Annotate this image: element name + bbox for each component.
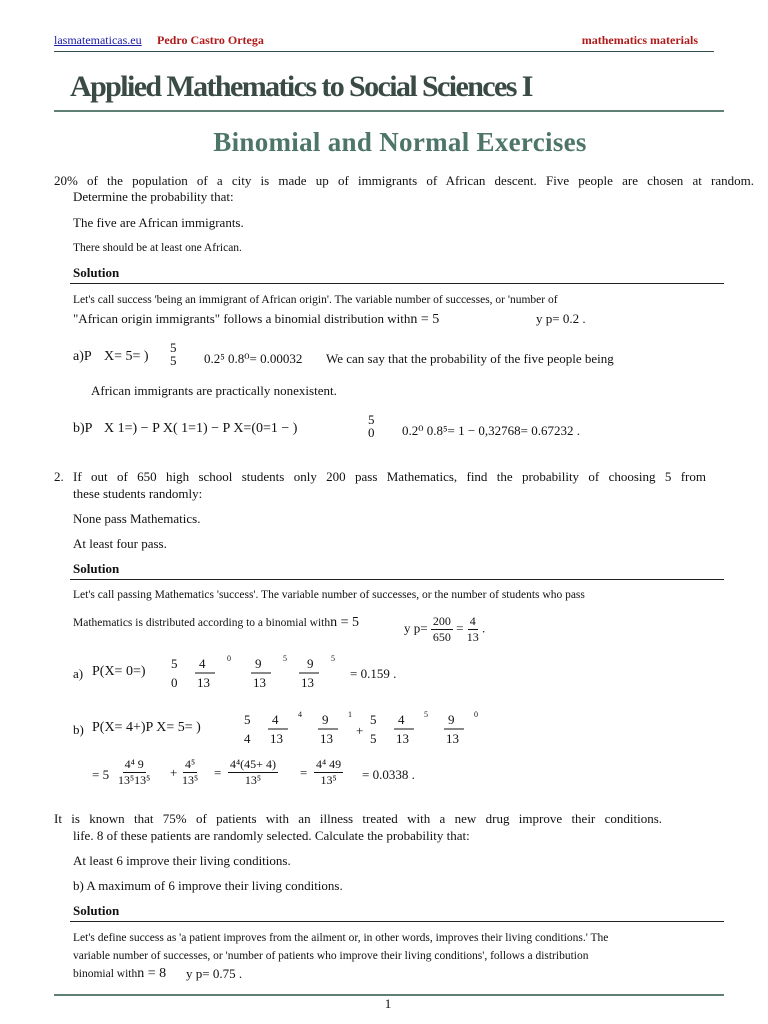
ex3-solution-line3: binomial withn = 8 <box>73 966 167 981</box>
ex3-statement-line2: life. 8 of these patients are randomly selected. Calculate the probability that: <box>73 828 470 843</box>
ex1-solution-line2: "African origin immigrants" follows a binomial distribution withn = 5 <box>73 311 440 327</box>
ex1-a-binomial: 5 5 <box>170 340 177 368</box>
ex1-solution-line1: Let's call success 'being an immigrant of African origin'. The variable number of successes, or 'number of <box>73 294 558 306</box>
ex2-statement-line2: these students randomly: <box>73 486 203 501</box>
svg-text:5: 5 <box>283 654 287 663</box>
ex2-number: 2. <box>54 469 64 484</box>
page-number: 1 <box>384 996 392 1011</box>
svg-text:9: 9 <box>322 712 329 727</box>
ex2-b-expr: P(X= 4+)P X= 5= ) <box>92 720 201 735</box>
header-rule <box>54 51 714 52</box>
svg-text:5: 5 <box>370 731 377 746</box>
ex1-item-a: The five are African immigrants. <box>73 215 244 230</box>
document-subtitle: Binomial and Normal Exercises <box>213 127 587 157</box>
ex1-item-b: There should be at least one African. <box>73 242 242 254</box>
ex1-a-comment-line2: African immigrants are practically nonexistent. <box>91 383 337 398</box>
ex1-b-expr: X 1=) − P X( 1=1) − P X=(0=1 − ) <box>104 421 298 436</box>
ex3-statement-line1: It is known that 75% of patients with an illness treated with a new drug improve their conditions. <box>54 811 662 826</box>
svg-text:5: 5 <box>244 712 251 727</box>
ex3-solution-rule <box>70 921 724 922</box>
svg-text:5: 5 <box>331 654 335 663</box>
ex3-solution-label: Solution <box>73 903 120 918</box>
ex2-b-result: = 0.0338 . <box>362 767 415 782</box>
ex1-statement-line2: Determine the probability that: <box>73 189 234 204</box>
ex2-item-a: None pass Mathematics. <box>73 511 201 526</box>
ex2-b-fraction-1: $\frac{\text{4⁴ 9}}{\text{13⁵13⁵}}$ <box>118 757 151 787</box>
ex1-statement-line1: 20% of the population of a city is made up of immigrants of African descent. Five people are chosen at random. <box>54 173 754 188</box>
svg-text:4: 4 <box>398 712 405 727</box>
ex1-a-comment: We can say that the probability of the five people being <box>326 351 614 366</box>
svg-text:4: 4 <box>298 710 302 719</box>
svg-text:9: 9 <box>307 656 314 671</box>
ex2-b-binomial-sum <box>238 708 488 748</box>
svg-text:+: + <box>356 723 364 738</box>
ex2-a-label: a) <box>73 666 84 681</box>
svg-text:5: 5 <box>171 656 178 671</box>
title-rule <box>54 110 724 112</box>
ex1-solution-rule <box>70 283 724 284</box>
svg-text:0: 0 <box>474 710 478 719</box>
ex3-solution-line2: variable number of successes, or 'number of patients who improve their living conditions', follows a distribution <box>73 950 589 962</box>
ex1-p-value: y p= 0.2 . <box>536 311 586 326</box>
ex2-p-value: y p= $\frac{200}{650}$ = $\frac{4}{13}$ . <box>404 614 486 644</box>
ex2-solution-label: Solution <box>73 561 120 576</box>
svg-text:13: 13 <box>320 731 333 746</box>
ex1-a-label: a)P <box>73 349 92 364</box>
ex1-a-result: 0.2⁵ 0.8⁰= 0.00032 <box>204 351 303 366</box>
ex2-a-binomial-product <box>165 652 355 692</box>
ex1-b-binomial: 5 0 <box>368 412 375 440</box>
svg-text:9: 9 <box>448 712 455 727</box>
header-right-label: mathematics materials <box>581 33 698 47</box>
svg-text:13: 13 <box>197 675 210 690</box>
author-name: Pedro Castro Ortega <box>157 33 264 47</box>
svg-text:4: 4 <box>199 656 206 671</box>
svg-text:9: 9 <box>255 656 262 671</box>
svg-text:13: 13 <box>446 731 459 746</box>
ex3-solution-line1: Let's define success as 'a patient improves from the ailment or, in other words, improves their living conditions.' The <box>73 932 609 944</box>
ex3-item-b: b) A maximum of 6 improve their living conditions. <box>73 878 343 893</box>
ex2-statement-line1: If out of 650 high school students only 200 pass Mathematics, find the probability of choosing 5 from <box>73 469 706 484</box>
svg-text:13: 13 <box>270 731 283 746</box>
ex2-solution-line1: Let's call passing Mathematics 'success'. The variable number of successes, or the number of students who pass <box>73 589 585 601</box>
ex2-solution-rule <box>70 579 724 580</box>
svg-text:5: 5 <box>370 712 377 727</box>
svg-text:0: 0 <box>171 675 178 690</box>
ex2-b-fraction-2: $\frac{\text{4⁵}}{\text{13⁵}}$ <box>182 757 199 787</box>
ex2-b-equals-1: = <box>214 765 222 780</box>
ex2-b-equals-2: = <box>300 765 308 780</box>
svg-text:13: 13 <box>301 675 314 690</box>
ex1-solution-label: Solution <box>73 265 120 280</box>
document-title: Applied Mathematics to Social Sciences I <box>70 70 532 103</box>
ex1-b-result: 0.2⁰ 0.8⁵= 1 − 0,32768= 0.67232 . <box>402 423 580 438</box>
ex2-b-fraction-4: $\frac{\text{4⁴ 49}}{\text{13⁵}}$ <box>316 757 342 787</box>
ex2-b-fraction-3: $\frac{\text{4⁴(45+ 4)}}{\text{13⁵}}$ <box>230 757 276 787</box>
ex2-b-line2-lead: = 5 <box>92 767 110 782</box>
svg-text:0: 0 <box>227 654 231 663</box>
ex2-solution-line2: Mathematics is distributed according to a binomial withn = 5 <box>73 615 360 630</box>
ex1-b-label: b)P <box>73 421 93 436</box>
ex2-a-expr: P(X= 0=) <box>92 664 146 679</box>
svg-text:13: 13 <box>253 675 266 690</box>
svg-text:13: 13 <box>396 731 409 746</box>
ex2-item-b: At least four pass. <box>73 536 167 551</box>
ex2-a-result: = 0.159 . <box>350 666 397 681</box>
svg-text:4: 4 <box>244 731 251 746</box>
svg-text:5: 5 <box>424 710 428 719</box>
ex1-a-expr: X= 5= ) <box>104 349 149 364</box>
svg-text:1: 1 <box>348 710 352 719</box>
ex2-b-plus: + <box>170 765 178 780</box>
site-link[interactable]: lasmatematicas.eu <box>54 33 142 47</box>
svg-text:4: 4 <box>272 712 279 727</box>
ex2-b-label: b) <box>73 722 84 737</box>
ex3-p-value: y p= 0.75 . <box>186 966 243 981</box>
ex3-item-a: At least 6 improve their living conditions. <box>73 853 291 868</box>
